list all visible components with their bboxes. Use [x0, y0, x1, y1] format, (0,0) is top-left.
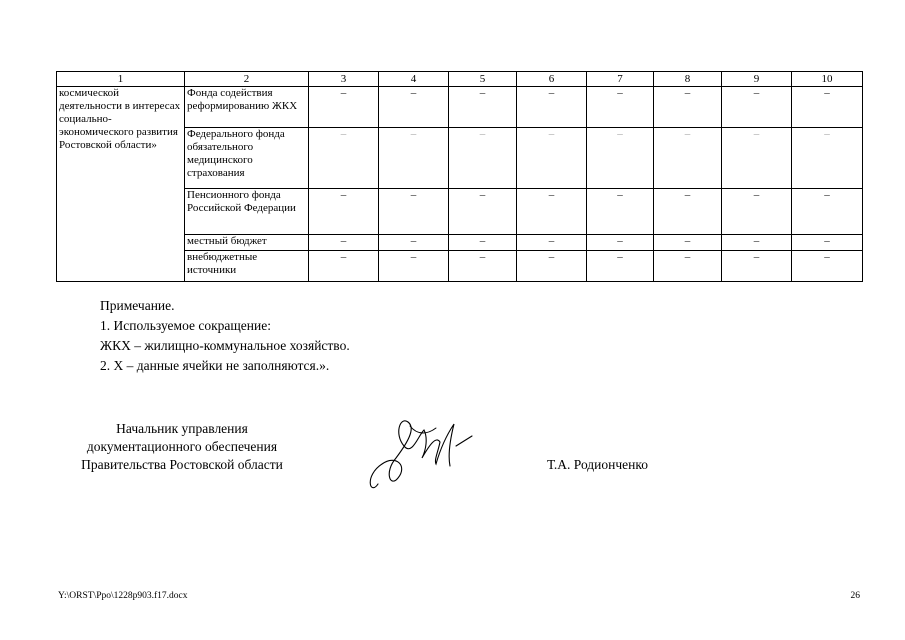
value-cell: –	[792, 87, 863, 128]
value-cell: –	[379, 128, 449, 189]
funding-source-cell: Фонда содействия реформированию ЖКХ	[185, 87, 309, 128]
value-cell: –	[587, 128, 654, 189]
value-cell: –	[379, 189, 449, 235]
notes-line: ЖКХ – жилищно-коммунальное хозяйство.	[100, 338, 350, 353]
value-cell: –	[449, 189, 517, 235]
notes-block	[100, 296, 350, 376]
value-cell: –	[379, 235, 449, 251]
value-cell: –	[654, 235, 722, 251]
column-number: 7	[587, 72, 654, 87]
file-path: Y:\ORST\Ppo\1228p903.f17.docx	[58, 591, 188, 601]
signer-position-line: Начальник управления	[116, 421, 248, 436]
value-cell: –	[587, 251, 654, 282]
value-cell: –	[587, 189, 654, 235]
value-cell: –	[449, 251, 517, 282]
notes-title: Примечание.	[100, 298, 175, 313]
signer-title	[56, 420, 308, 474]
funding-source-cell: местный бюджет	[185, 235, 309, 251]
value-cell: –	[309, 235, 379, 251]
signer-position-line: Правительства Ростовской области	[81, 457, 283, 472]
value-cell: –	[654, 251, 722, 282]
column-number: 9	[722, 72, 792, 87]
notes-line: 1. Используемое сокращение:	[100, 318, 271, 333]
value-cell: –	[309, 189, 379, 235]
column-number: 4	[379, 72, 449, 87]
value-cell: –	[309, 128, 379, 189]
value-cell: –	[309, 87, 379, 128]
handwritten-signature	[368, 406, 483, 498]
column-number: 2	[185, 72, 309, 87]
value-cell: –	[654, 189, 722, 235]
value-cell: –	[517, 235, 587, 251]
table-header-row	[57, 72, 863, 87]
program-name-cell: космической деятельности в интересах социально-экономического развития Ростовской области»	[57, 87, 185, 282]
notes-line: 2. Х – данные ячейки не заполняются.».	[100, 358, 330, 373]
value-cell: –	[722, 235, 792, 251]
value-cell: –	[379, 251, 449, 282]
column-number: 1	[57, 72, 185, 87]
signer-name: Т.А. Родионченко	[547, 457, 648, 472]
value-cell: –	[517, 251, 587, 282]
value-cell: –	[517, 128, 587, 189]
page-number: 26	[850, 591, 860, 601]
value-cell: –	[654, 87, 722, 128]
funding-table	[56, 71, 863, 282]
value-cell: –	[449, 87, 517, 128]
value-cell: –	[792, 235, 863, 251]
value-cell: –	[722, 189, 792, 235]
value-cell: –	[587, 87, 654, 128]
funding-source-cell: Пенсионного фонда Российской Федерации	[185, 189, 309, 235]
value-cell: –	[722, 87, 792, 128]
value-cell: –	[587, 235, 654, 251]
value-cell: –	[517, 189, 587, 235]
signer-position-line: документационного обеспечения	[86, 439, 278, 454]
value-cell: –	[379, 87, 449, 128]
value-cell: –	[654, 128, 722, 189]
value-cell: –	[792, 251, 863, 282]
column-number: 6	[517, 72, 587, 87]
column-number: 8	[654, 72, 722, 87]
column-number: 3	[309, 72, 379, 87]
funding-source-cell: Федерального фонда обязательного медицинского страхования	[185, 128, 309, 189]
value-cell: –	[722, 128, 792, 189]
value-cell: –	[309, 251, 379, 282]
value-cell: –	[792, 128, 863, 189]
value-cell: –	[449, 128, 517, 189]
value-cell: –	[722, 251, 792, 282]
value-cell: –	[449, 235, 517, 251]
funding-source-cell: внебюджетные источники	[185, 251, 309, 282]
value-cell: –	[517, 87, 587, 128]
value-cell: –	[792, 189, 863, 235]
column-number: 10	[792, 72, 863, 87]
column-number: 5	[449, 72, 517, 87]
table-row	[57, 87, 863, 128]
